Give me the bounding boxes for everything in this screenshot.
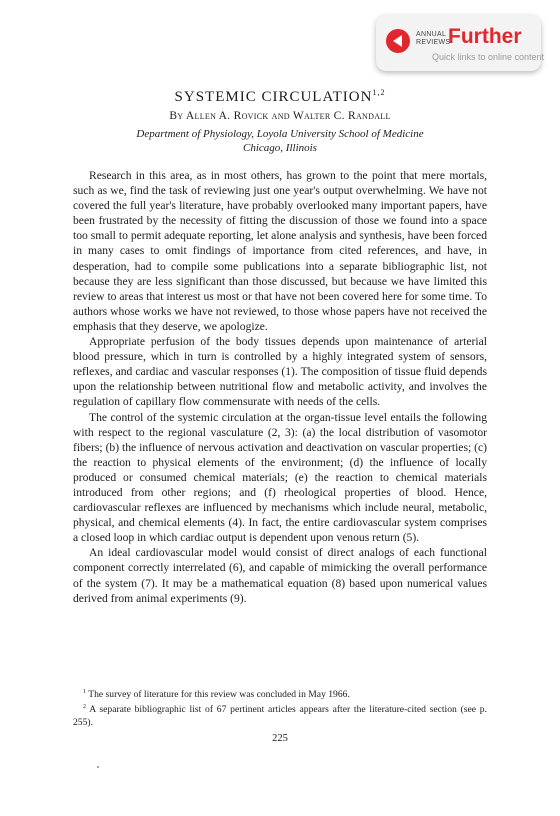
paragraph: Appropriate perfusion of the body tissues depends upon maintenance of arterial blood pressure, which in turn is controlled by a highly integrated system of sensors, reflexes, and cardiac and vascular responses (1). The composition of tissue fluid depends upon the relationship between nutritional flow and metabolic activity, and involves the regulation of capillary flow commensurate with needs of the cells. xyxy=(73,335,487,409)
article-authors: By Allen A. Rovick and Walter C. Randall xyxy=(169,110,391,122)
footnotes xyxy=(73,686,487,729)
footnote: $^1$ The survey of literature for this review was concluded in May 1966. xyxy=(83,689,350,701)
title-footnote-marks: 1,2 xyxy=(372,88,386,97)
page-number: 225 xyxy=(272,733,288,744)
annual-reviews-logo: ANNUAL REVIEWS xyxy=(416,31,451,46)
further-banner[interactable] xyxy=(376,15,545,71)
article-title: SYSTEMIC CIRCULATION$^{1,2}$ xyxy=(174,88,386,105)
footnote: $^2$ A separate bibliographic list of 67 pertinent articles appears after the literature-cited section (see p. 255). xyxy=(73,704,488,729)
paragraph: Research in this area, as in most others, has grown to the point that mere mortals, such as we, find the task of reviewing just one year's output overwhelming. We have not covered the full year's literature, have probably overlooked many important papers, have been frustrated by the necessity of fitting the discussion of those we found into a space too small to permit adequate reporting, let alone analysis and synthesis, have been forced in many cases to omit findings of importance from cited references, and have, in desperation, had to compile some publications into a separate bibliographic list, not because they are less significant than those discussed, but because we have limited this review to areas that interest us most or that have not been covered here for some time. To authors whose works we have not reviewed, to those whose papers have not received the emphasis that they deserve, we apologize. xyxy=(73,169,487,333)
scan-speck xyxy=(97,766,99,768)
paragraph: The control of the systemic circulation at the organ-tissue level entails the following with respect to the regional vasculature (2, 3): (a) the local distribution of vasomotor fibers; (b) the influence of nervous activation and deactivation on vascular properties; (c) the reaction to physical elements of the environment; (d) the influence of locally produced or consumed chemical materials; (e) the reaction to chemical materials introduced from other regions; and (f) rheological properties of blood. Hence, cardiovascular reflexes are influenced by mechanisms which include neural, metabolic, physical, and chemical elements (4). In fact, the entire cardiovascular system comprises a closed loop in which cardiac output is dependent upon venous return (5). xyxy=(73,410,487,545)
article-body xyxy=(73,168,487,606)
paragraph: An ideal cardiovascular model would consist of direct analogs of each functional component correctly interrelated (6), and capable of mimicking the overall performance of the system (7). It may be a mathematical equation (8) based upon numerical values derived from animal experiments (9). xyxy=(73,546,487,605)
further-subtitle: Quick links to online content xyxy=(432,52,545,62)
further-label: Further xyxy=(448,25,522,48)
play-arrow-icon xyxy=(386,29,410,53)
article-affiliation: Department of Physiology, Loyola University School of Medicine Chicago, Illinois xyxy=(136,128,424,154)
